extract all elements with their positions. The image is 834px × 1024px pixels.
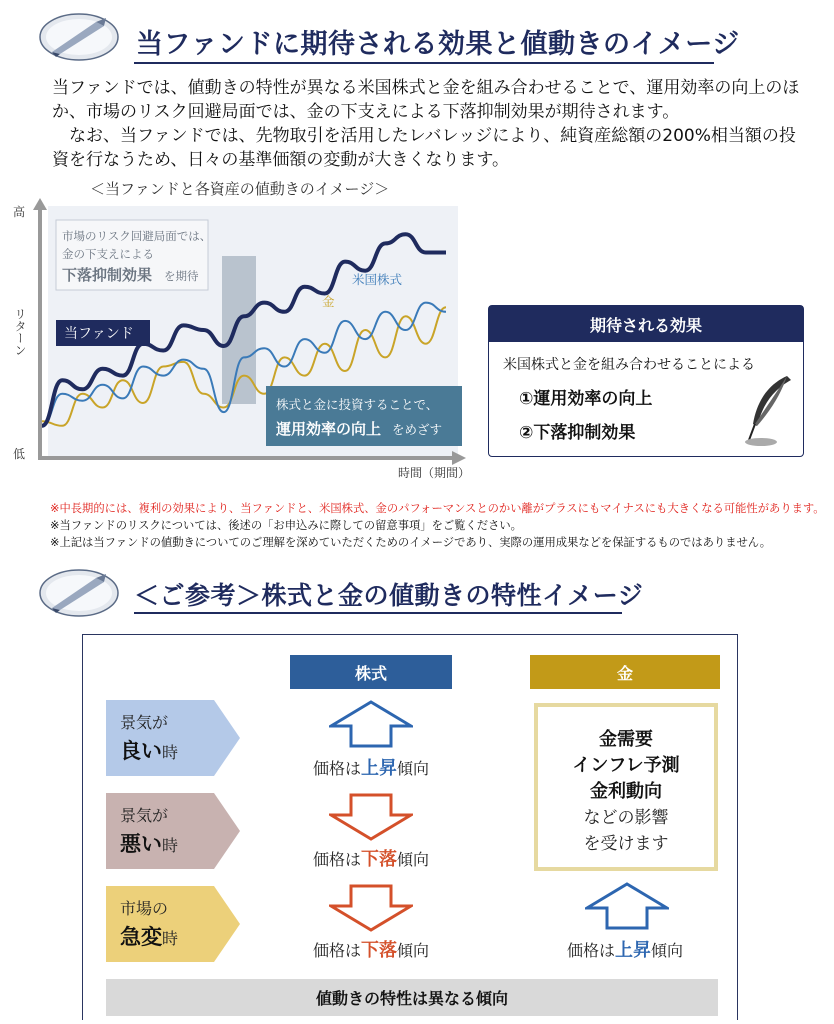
trend-prefix: 価格は [566, 941, 615, 960]
stock-trend-bad [286, 845, 456, 871]
pen-nib-icon [38, 12, 120, 62]
expected-effects-header: 期待される効果 [489, 306, 803, 342]
x-axis-label: 時間（期間） [398, 466, 471, 480]
gray-annotation-tail: を期待 [164, 269, 199, 283]
bottom-summary-bar: 値動きの特性は異なる傾向 [106, 979, 718, 1016]
stock-up-arrow-icon [329, 700, 413, 748]
row-tag-tail-text: 時 [162, 743, 179, 762]
row-tag-big-text: 良い [120, 739, 162, 763]
row-tag-small-text: 景気が [120, 713, 169, 732]
footnote-1: ※中長期的には、複利の効果により、当ファンドと、米国株式、金のパフォーマンスとのかい離がプラスにもマイナスにも大きくなる可能性があります。 [50, 502, 825, 515]
stock-series-label: 米国株式 [352, 272, 403, 287]
y-low-label: 低 [13, 447, 26, 461]
chart-caption: ＜当ファンドと各資産の値動きのイメージ＞ [90, 180, 390, 198]
y-axis-label: リターン [13, 308, 27, 356]
expected-effects-box [488, 305, 804, 457]
gold-factor-rates: 金利動向 [590, 781, 662, 802]
intro-paragraph-1: 当ファンドでは、値動きの特性が異なる米国株式と金を組み合わせることで、運用効率の向上のほか、市場のリスク回避局面では、金の下支えによる下落抑制効果が期待されます。 [52, 78, 800, 122]
teal-annotation-tail: をめざす [392, 422, 443, 437]
stock-trend-good [286, 754, 456, 780]
section2-title-underline [134, 612, 622, 614]
teal-annotation-line1: 株式と金に投資することで、 [276, 397, 439, 412]
row-tag-tail-text: 時 [162, 929, 179, 948]
row-tag-big-text: 急変 [120, 925, 162, 949]
trend-suffix: 傾向 [397, 759, 430, 778]
trend-keyword: 上昇 [361, 758, 397, 779]
effect-item-2: ②下落抑制効果 [519, 423, 636, 443]
stock-down-arrow-icon [329, 793, 413, 841]
risk-off-highlight [222, 256, 256, 404]
gray-annotation-line2: 金の下支えによる [62, 247, 154, 261]
footnote-2: ※当ファンドのリスクについては、後述の「お申込みに際しての留意事項」をご覧ください。 [50, 519, 522, 532]
effect-item-1: ①運用効率の向上 [519, 389, 653, 409]
stock-column-header: 株式 [290, 655, 452, 689]
gold-up-arrow-icon [585, 882, 669, 930]
quill-pen-icon [741, 374, 797, 448]
gold-series-label: 金 [322, 294, 335, 309]
y-high-label: 高 [13, 205, 26, 219]
trend-suffix: 傾向 [397, 941, 430, 960]
row-tag-small-text: 市場の [120, 899, 169, 918]
section1-title-underline [134, 62, 714, 64]
section1-title: 当ファンドに期待される効果と値動きのイメージ [136, 29, 740, 60]
y-axis-arrowhead [33, 198, 47, 210]
trend-suffix: 傾向 [651, 941, 684, 960]
gold-factor-inflation: インフレ予測 [572, 755, 680, 776]
row-tag-good-economy [106, 700, 240, 776]
trend-keyword: 下落 [361, 849, 397, 870]
row-tag-small-text: 景気が [120, 806, 169, 825]
trend-prefix: 価格は [312, 850, 361, 869]
footnote-3: ※上記は当ファンドの値動きについてのご理解を深めていただくためのイメージであり、実際の運用成果などを保証するものではありません。 [50, 536, 772, 549]
trend-prefix: 価格は [312, 941, 361, 960]
row-tag-tail-text: 時 [162, 836, 179, 855]
gold-column-header: 金 [530, 655, 720, 689]
stock-down-arrow-icon [329, 884, 413, 932]
gold-factors-box [534, 703, 718, 871]
footnotes [50, 500, 825, 551]
pen-nib-icon [38, 568, 120, 618]
x-axis-arrowhead [452, 451, 466, 465]
trend-keyword: 上昇 [615, 940, 651, 961]
expected-effects-subtitle: 米国株式と金を組み合わせることによる [503, 357, 755, 373]
gold-trend-shock [540, 936, 710, 962]
stock-trend-shock [286, 936, 456, 962]
gold-factor-text1: などの影響 [583, 808, 669, 828]
gold-factor-text2: を受けます [583, 834, 669, 854]
trend-keyword: 下落 [361, 940, 397, 961]
gray-annotation-line1: 市場のリスク回避局面では、 [62, 229, 212, 243]
trend-suffix: 傾向 [397, 850, 430, 869]
teal-annotation-bold: 運用効率の向上 [276, 420, 382, 438]
row-tag-big-text: 悪い [120, 832, 162, 856]
section2-title: ＜ご参考＞株式と金の値動きの特性イメージ [134, 581, 644, 610]
row-tag-bad-economy [106, 793, 240, 869]
fund-series-label: 当ファンド [64, 326, 134, 342]
performance-image-chart [0, 196, 480, 491]
trend-prefix: 価格は [312, 759, 361, 778]
intro-paragraph-2: なお、当ファンドでは、先物取引を活用したレバレッジにより、純資産総額の200%相当額の投資を行なうため、日々の基準価額の変動が大きくなります。 [52, 126, 796, 170]
gold-factor-demand: 金需要 [599, 729, 653, 750]
gray-annotation-bold: 下落抑制効果 [62, 266, 153, 284]
row-tag-market-shock [106, 886, 240, 962]
